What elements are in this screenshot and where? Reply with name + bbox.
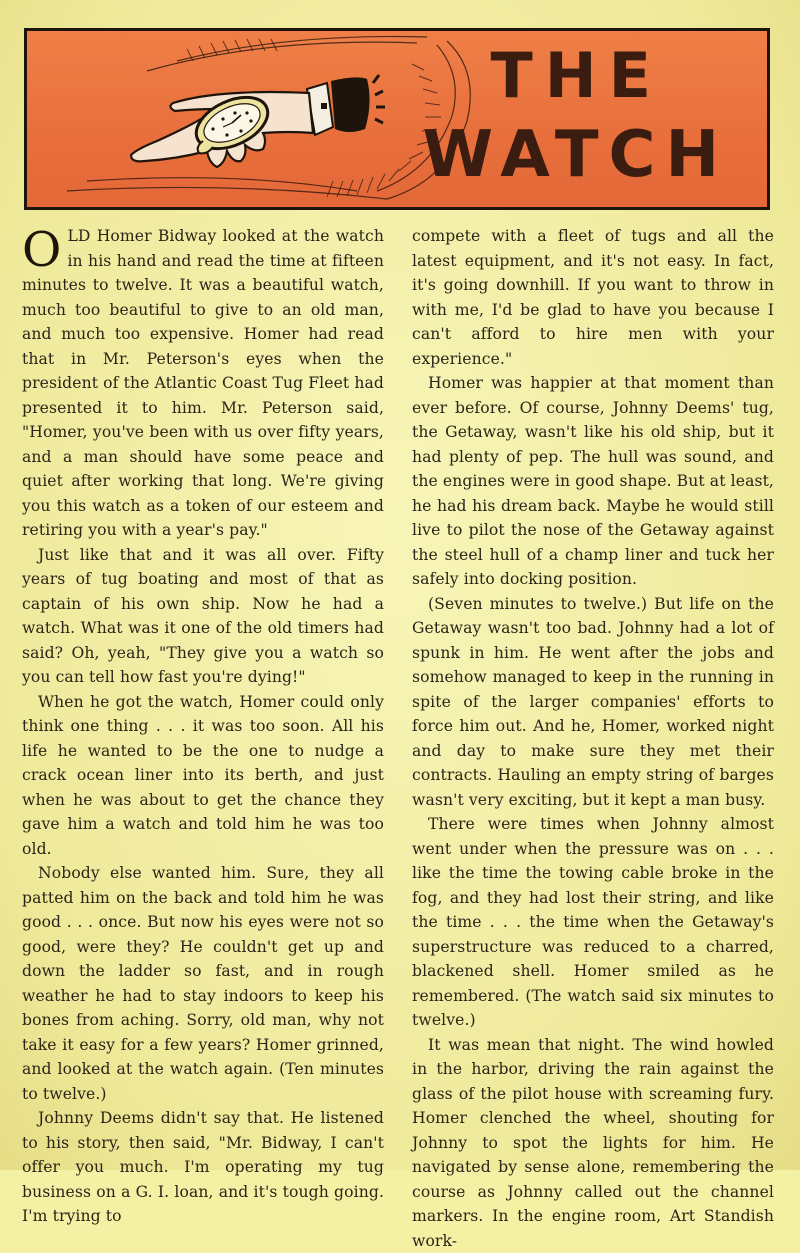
story-paragraph-1: OLD Homer Bidway looked at the watch in his hand and read the time at fifteen minutes to twelve. It was a beautiful watch, much too beautiful to give to an old man, and much too expensive. Homer had read that in Mr. Peterson's eyes when the president of the Atlantic Coast Tug Fleet had presented it to him. Mr. Peterson said, "Homer, you've been with us over fifty years, and a man should have some peace and quiet after working that long. We're giving you this watch as a token of our esteem and retiring you with a year's pay." xyxy=(22,224,384,543)
story-paragraph-7: (Seven minutes to twelve.) But life on the Getaway wasn't too bad. Johnny had a lot of spunk in him. He went after the jobs and somehow managed to keep in the running in spite of the larger companies' efforts to force him out. And he, Homer, worked night and day to make sure they met their contracts. Hauling an empty string of barges wasn't very exciting, but it kept a man busy. xyxy=(412,592,774,813)
story-paragraph-3: When he got the watch, Homer could only think one thing . . . it was too soon. All his life he wanted to be the one to nudge a crack ocean liner into its berth, and just when he was about to get the chance they gave him a watch and told him he was too old. xyxy=(22,690,384,862)
title-line-watch: WATCH xyxy=(423,123,729,187)
story-columns xyxy=(22,224,774,1144)
right-column xyxy=(412,224,774,1144)
story-paragraph-8: There were times when Johnny almost went under when the pressure was on . . . like the time the towing cable broke in the fog, and they had lost their string, and like the time . . . the time when the Getaway's superstructure was reduced to a charred, blackened shell. Homer smiled as he remembered. (The watch said six minutes to twelve.) xyxy=(412,812,774,1033)
story-title xyxy=(423,45,719,187)
left-column xyxy=(22,224,384,1144)
story-paragraph-5-continued: compete with a fleet of tugs and all the latest equipment, and it's not easy. In fact, it's going downhill. If you want to throw in with me, I'd be glad to have you because I can't afford to hire men with your experience." xyxy=(412,224,774,371)
title-line-the: THE xyxy=(423,45,731,107)
story-paragraph-6: Homer was happier at that moment than ever before. Of course, Johnny Deems' tug, the Getaway, wasn't like his old ship, but it had plenty of pep. The hull was sound, and the engines were in good shape. But at least, he had his dream back. Maybe he would still live to pilot the nose of the Getaway against the steel hull of a champ liner and tuck her safely into docking position. xyxy=(412,371,774,592)
story-paragraph-5: Johnny Deems didn't say that. He listened to his story, then said, "Mr. Bidway, I can't offer you much. I'm operating my tug business on a G. I. loan, and it's tough going. I'm trying to xyxy=(22,1106,384,1229)
story-paragraph-9: It was mean that night. The wind howled in the harbor, driving the rain against the glass of the pilot house with screaming fury. Homer clenched the wheel, shouting for Johnny to spot the lights for him. He navigated by sense alone, remembering the course as Johnny called out the channel markers. In the engine room, Art Standish work- xyxy=(412,1033,774,1253)
story-paragraph-4: Nobody else wanted him. Sure, they all patted him on the back and told him he was good . . . once. But now his eyes were not so good, were they? He couldn't get up and down the ladder so fast, and in rough weather he had to stay indoors to keep his bones from aching. Sorry, old man, why not take it easy for a few years? Homer grinned, and looked at the watch again. (Ten minutes to twelve.) xyxy=(22,861,384,1106)
title-banner xyxy=(24,28,770,210)
drop-cap: O xyxy=(22,230,61,270)
story-paragraph-2: Just like that and it was all over. Fifty years of tug boating and most of that as captain of his own ship. Now he had a watch. What was it one of the old timers had said? Oh, yeah, "They give you a watch so you can tell how fast you're dying!" xyxy=(22,543,384,690)
